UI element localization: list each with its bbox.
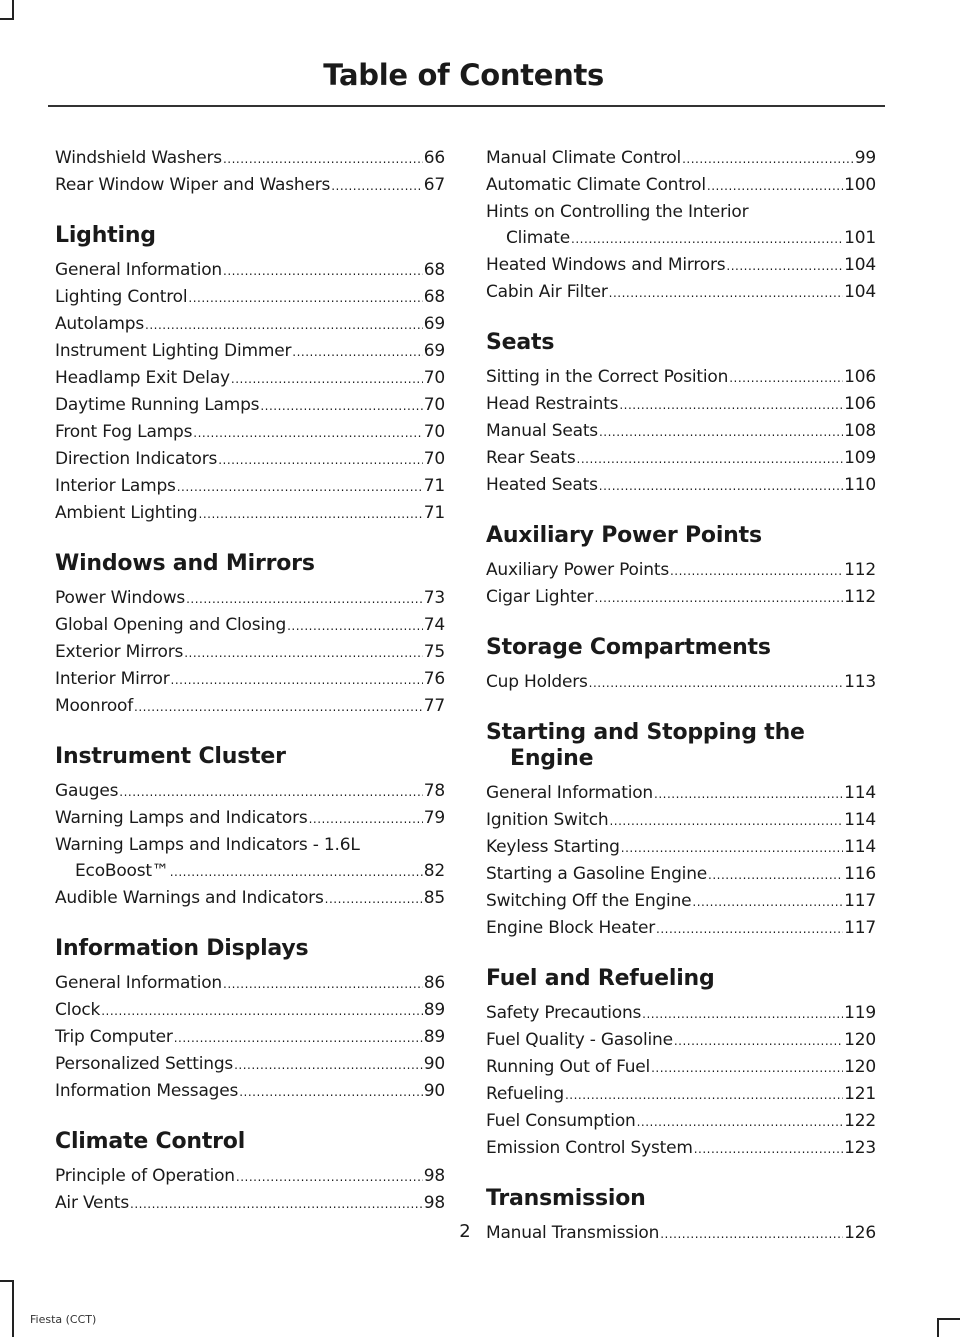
toc-entry[interactable] (486, 557, 876, 584)
toc-entry[interactable] (55, 805, 445, 832)
toc-entry-title: Principle of Operation (55, 1166, 235, 1186)
toc-entry-title: Fuel Quality - Gasoline (486, 1030, 673, 1050)
toc-entry-page: 70 (423, 368, 445, 388)
toc-entry[interactable] (486, 1081, 876, 1108)
toc-entry-page: 90 (423, 1081, 445, 1101)
toc-entry-page: 90 (423, 1054, 445, 1074)
toc-entry-page: 70 (423, 395, 445, 415)
toc-entry[interactable] (486, 145, 876, 172)
toc-entry-page: 76 (423, 669, 445, 689)
toc-entry-title: Windshield Washers (55, 148, 222, 168)
toc-entry[interactable] (486, 172, 876, 199)
toc-entry[interactable] (55, 693, 445, 720)
toc-entry-title: Auxiliary Power Points (486, 560, 669, 580)
toc-entry-title: Running Out of Fuel (486, 1057, 651, 1077)
toc-entry[interactable] (486, 807, 876, 834)
toc-entry-title: Interior Mirror (55, 669, 170, 689)
toc-entry[interactable] (55, 1163, 445, 1190)
section-heading-windows-mirrors[interactable]: Windows and Mirrors (55, 551, 315, 576)
toc-entry-page: 77 (423, 696, 445, 716)
section-heading-lighting[interactable]: Lighting (55, 223, 156, 248)
toc-entry-title: Global Opening and Closing (55, 615, 287, 635)
toc-entry-page: 85 (423, 888, 445, 908)
toc-entry-page: 98 (423, 1166, 445, 1186)
crop-mark (0, 1280, 14, 1282)
toc-entry-title: Heated Seats (486, 475, 598, 495)
toc-entry[interactable] (55, 639, 445, 666)
toc-entry[interactable] (486, 1054, 876, 1081)
toc-entry-title: Warning Lamps and Indicators - 1.6L (55, 835, 360, 855)
toc-entry-page: 74 (423, 615, 445, 635)
toc-entry-title: Refueling (486, 1084, 564, 1104)
toc-entry[interactable] (55, 832, 445, 885)
section-heading-fuel-refueling[interactable]: Fuel and Refueling (486, 966, 715, 991)
toc-entry-title: General Information (55, 260, 223, 280)
toc-entry[interactable] (55, 473, 445, 500)
toc-entry-page: 104 (844, 282, 876, 302)
page-title: Table of Contents (323, 58, 604, 92)
toc-entry-page: 89 (423, 1000, 445, 1020)
toc-entry-title: Ambient Lighting (55, 503, 198, 523)
toc-entry[interactable] (486, 279, 876, 306)
toc-entry[interactable] (55, 885, 445, 912)
toc-entry-page: 106 (844, 367, 876, 387)
section-heading-auxiliary-power-points[interactable]: Auxiliary Power Points (486, 523, 762, 548)
toc-entry-page: 99 (854, 148, 876, 168)
toc-entry-title: Rear Seats (486, 448, 576, 468)
toc-entry[interactable] (486, 391, 876, 418)
toc-entry-page: 126 (844, 1223, 876, 1243)
toc-entry-title: Personalized Settings (55, 1054, 234, 1074)
toc-column-left (55, 145, 445, 1217)
toc-entry[interactable] (486, 1027, 876, 1054)
toc-entry-page: 109 (844, 448, 876, 468)
toc-entry-page: 69 (423, 341, 445, 361)
crop-mark (12, 0, 14, 20)
toc-entry[interactable] (55, 585, 445, 612)
toc-entry[interactable] (55, 612, 445, 639)
toc-entry[interactable] (486, 472, 876, 499)
toc-entry-title: Gauges (55, 781, 119, 801)
toc-column-right (486, 145, 876, 1247)
toc-entry-page: 68 (423, 260, 445, 280)
toc-entry-page: 120 (844, 1030, 876, 1050)
toc-entry-page: 112 (844, 560, 876, 580)
toc-entry-page: 123 (844, 1138, 876, 1158)
section-heading-information-displays[interactable]: Information Displays (55, 936, 309, 961)
toc-entry-page: 121 (844, 1084, 876, 1104)
toc-entry-title: Lighting Control (55, 287, 188, 307)
toc-entry-title: Keyless Starting (486, 837, 620, 857)
toc-entry-page: 70 (423, 449, 445, 469)
toc-entry-title: Safety Precautions (486, 1003, 642, 1023)
toc-entry-title: Switching Off the Engine (486, 891, 692, 911)
toc-entry-page: 71 (423, 476, 445, 496)
toc-entry[interactable] (486, 418, 876, 445)
header-divider (48, 105, 885, 107)
toc-entry[interactable] (55, 419, 445, 446)
toc-entry-title: Automatic Climate Control (486, 175, 706, 195)
toc-entry[interactable] (486, 780, 876, 807)
section-heading-climate-control[interactable]: Climate Control (55, 1129, 246, 1154)
toc-entry[interactable] (486, 199, 876, 252)
crop-mark (937, 1318, 939, 1337)
crop-mark (0, 18, 14, 20)
toc-entry-page: 117 (844, 918, 876, 938)
toc-entry[interactable] (55, 1078, 445, 1105)
toc-entry-page: 78 (423, 781, 445, 801)
toc-entry-page: 82 (423, 861, 445, 881)
section-heading-seats[interactable]: Seats (486, 330, 555, 355)
section-heading-starting-stopping[interactable] (486, 720, 876, 772)
toc-entry[interactable] (55, 338, 445, 365)
toc-entry-page: 122 (844, 1111, 876, 1131)
toc-entry-title: Head Restraints (486, 394, 619, 414)
toc-entry-title: Cabin Air Filter (486, 282, 608, 302)
toc-entry-title-continued: Climate (506, 228, 571, 248)
toc-entry-page: 110 (844, 475, 876, 495)
toc-entry-page: 66 (423, 148, 445, 168)
toc-entry[interactable] (55, 365, 445, 392)
toc-entry[interactable] (486, 364, 876, 391)
toc-entry-title: Information Messages (55, 1081, 239, 1101)
toc-entry-page: 98 (423, 1193, 445, 1213)
toc-entry-title: Manual Seats (486, 421, 598, 441)
toc-entry-page: 120 (844, 1057, 876, 1077)
toc-entry-page: 113 (844, 672, 876, 692)
toc-entry-title: General Information (55, 973, 223, 993)
toc-entry[interactable] (486, 861, 876, 888)
toc-entry-page: 79 (423, 808, 445, 828)
toc-entry[interactable] (55, 284, 445, 311)
toc-entry-page: 70 (423, 422, 445, 442)
crop-mark (12, 1280, 14, 1337)
toc-entry[interactable] (55, 1051, 445, 1078)
footer-model: Fiesta (CCT) (30, 1313, 97, 1326)
crop-mark (937, 1318, 960, 1320)
toc-entry[interactable] (486, 915, 876, 942)
toc-entry-page: 108 (844, 421, 876, 441)
toc-entry[interactable] (55, 1024, 445, 1051)
toc-entry-page: 73 (423, 588, 445, 608)
toc-entry-title: Sitting in the Correct Position (486, 367, 729, 387)
toc-entry-title: Interior Lamps (55, 476, 176, 496)
section-heading-line: Engine (510, 746, 594, 771)
toc-entry-title: Manual Transmission (486, 1223, 660, 1243)
toc-entry-page: 67 (423, 175, 445, 195)
toc-entry-title: Warning Lamps and Indicators (55, 808, 308, 828)
toc-entry-title: Fuel Consumption (486, 1111, 636, 1131)
toc-entry[interactable] (486, 1000, 876, 1027)
toc-entry[interactable] (55, 257, 445, 284)
toc-entry[interactable] (55, 1190, 445, 1217)
toc-entry-page: 104 (844, 255, 876, 275)
toc-entry[interactable] (486, 1135, 876, 1162)
section-heading-transmission[interactable]: Transmission (486, 1186, 646, 1211)
toc-entry-title: Cigar Lighter (486, 587, 594, 607)
toc-entry-page: 117 (844, 891, 876, 911)
toc-entry-title: Daytime Running Lamps (55, 395, 260, 415)
toc-entry-title: Heated Windows and Mirrors (486, 255, 726, 275)
toc-entry[interactable] (55, 446, 445, 473)
toc-entry-page: 100 (844, 175, 876, 195)
toc-entry-title: Emission Control System (486, 1138, 693, 1158)
toc-entry-page: 119 (844, 1003, 876, 1023)
toc-entry[interactable] (486, 584, 876, 611)
toc-entry-page: 114 (844, 810, 876, 830)
toc-entry-title: Manual Climate Control (486, 148, 682, 168)
toc-entry[interactable] (55, 970, 445, 997)
toc-entry[interactable] (55, 666, 445, 693)
toc-entry[interactable] (55, 172, 445, 199)
toc-entry-page: 112 (844, 587, 876, 607)
section-heading-line: Starting and Stopping the (486, 720, 805, 745)
section-heading-storage-compartments[interactable]: Storage Compartments (486, 635, 771, 660)
toc-entry-page: 86 (423, 973, 445, 993)
toc-entry-page: 114 (844, 837, 876, 857)
toc-entry[interactable] (55, 311, 445, 338)
toc-entry[interactable] (55, 778, 445, 805)
toc-entry[interactable] (55, 500, 445, 527)
page-number: 2 (459, 1221, 471, 1242)
toc-entry-title: Power Windows (55, 588, 186, 608)
toc-entry-page: 116 (844, 864, 876, 884)
toc-entry-title: Ignition Switch (486, 810, 609, 830)
toc-entry-title: Moonroof (55, 696, 134, 716)
toc-entry-title: Headlamp Exit Delay (55, 368, 230, 388)
toc-entry-page: 69 (423, 314, 445, 334)
toc-entry-title: Air Vents (55, 1193, 130, 1213)
toc-entry-page: 106 (844, 394, 876, 414)
toc-entry[interactable] (486, 1108, 876, 1135)
toc-entry-title: Exterior Mirrors (55, 642, 184, 662)
toc-entry[interactable] (486, 445, 876, 472)
toc-entry-title: Instrument Lighting Dimmer (55, 341, 292, 361)
toc-entry-title: Autolamps (55, 314, 145, 334)
toc-entry-title: Hints on Controlling the Interior (486, 202, 749, 222)
toc-entry-title: Rear Window Wiper and Washers (55, 175, 331, 195)
toc-entry-title: Trip Computer (55, 1027, 173, 1047)
toc-entry-title: Front Fog Lamps (55, 422, 193, 442)
toc-entry-page: 89 (423, 1027, 445, 1047)
toc-entry-title: Audible Warnings and Indicators (55, 888, 324, 908)
toc-entry-title: Cup Holders (486, 672, 588, 692)
toc-entry-page: 71 (423, 503, 445, 523)
toc-entry[interactable] (486, 669, 876, 696)
toc-entry[interactable] (486, 252, 876, 279)
toc-entry-page: 114 (844, 783, 876, 803)
toc-entry[interactable] (486, 834, 876, 861)
toc-entry[interactable] (55, 145, 445, 172)
toc-entry-title-continued: EcoBoost™ (75, 861, 169, 881)
toc-entry-page: 101 (844, 228, 876, 248)
toc-entry-title: Direction Indicators (55, 449, 218, 469)
section-heading-instrument-cluster[interactable]: Instrument Cluster (55, 744, 286, 769)
toc-entry-page: 68 (423, 287, 445, 307)
toc-entry-title: General Information (486, 783, 654, 803)
toc-entry[interactable] (55, 392, 445, 419)
toc-entry-title: Starting a Gasoline Engine (486, 864, 708, 884)
toc-entry-page: 75 (423, 642, 445, 662)
toc-entry-title: Clock (55, 1000, 101, 1020)
toc-entry[interactable] (55, 997, 445, 1024)
toc-entry-title: Engine Block Heater (486, 918, 656, 938)
toc-entry[interactable] (486, 888, 876, 915)
